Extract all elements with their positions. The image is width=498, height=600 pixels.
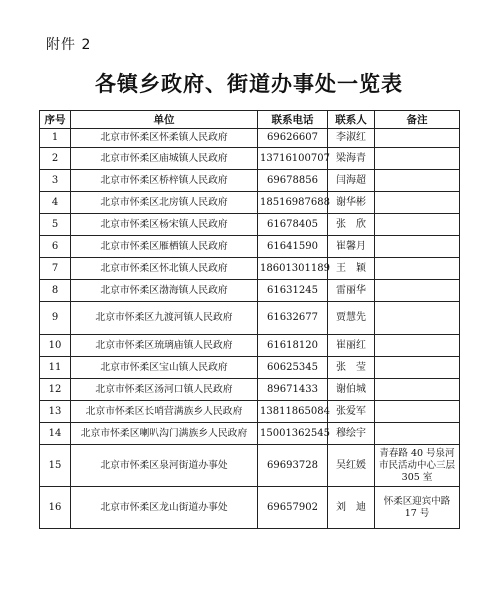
cell-phone: 61641590 — [258, 236, 328, 258]
cell-note: 青春路 40 号泉河市民活动中心三层 305 室 — [375, 445, 460, 487]
cell-unit: 北京市怀柔区汤河口镇人民政府 — [71, 379, 258, 401]
attachment-label: 附件 2 — [46, 37, 92, 53]
col-header-note: 备注 — [375, 111, 460, 129]
cell-contact: 贾慧先 — [328, 302, 375, 335]
cell-no: 10 — [40, 335, 71, 357]
table-header-row — [40, 111, 460, 129]
cell-unit: 北京市怀柔区杨宋镇人民政府 — [71, 214, 258, 236]
office-table — [39, 110, 460, 529]
cell-phone: 60625345 — [258, 357, 328, 379]
table-row — [40, 129, 460, 148]
cell-unit: 北京市怀柔区怀北镇人民政府 — [71, 258, 258, 280]
cell-phone: 61631245 — [258, 280, 328, 302]
table-row — [40, 280, 460, 302]
cell-no: 9 — [40, 302, 71, 335]
cell-note: 怀柔区迎宾中路 17 号 — [375, 487, 460, 529]
cell-contact: 李淑红 — [328, 129, 375, 148]
cell-unit: 北京市怀柔区桥梓镇人民政府 — [71, 170, 258, 192]
cell-phone: 89671433 — [258, 379, 328, 401]
cell-unit: 北京市怀柔区泉河街道办事处 — [71, 445, 258, 487]
table-row — [40, 192, 460, 214]
cell-no: 3 — [40, 170, 71, 192]
table-row — [40, 445, 460, 487]
cell-note — [375, 236, 460, 258]
cell-note — [375, 214, 460, 236]
col-header-unit: 单位 — [71, 111, 258, 129]
table-row — [40, 236, 460, 258]
cell-phone: 13811865084 — [258, 401, 328, 423]
table-row — [40, 423, 460, 445]
cell-contact: 崔馨月 — [328, 236, 375, 258]
cell-contact: 梁海青 — [328, 148, 375, 170]
cell-phone: 69626607 — [258, 129, 328, 148]
cell-contact: 崔丽红 — [328, 335, 375, 357]
table-row — [40, 214, 460, 236]
cell-unit: 北京市怀柔区雁栖镇人民政府 — [71, 236, 258, 258]
table-row — [40, 357, 460, 379]
cell-no: 7 — [40, 258, 71, 280]
col-header-contact: 联系人 — [328, 111, 375, 129]
table-row — [40, 335, 460, 357]
cell-contact: 谢伯城 — [328, 379, 375, 401]
cell-contact: 闫海超 — [328, 170, 375, 192]
cell-phone: 61618120 — [258, 335, 328, 357]
cell-unit: 北京市怀柔区喇叭沟门满族乡人民政府 — [71, 423, 258, 445]
cell-unit: 北京市怀柔区长哨营满族乡人民政府 — [71, 401, 258, 423]
cell-contact: 谢华彬 — [328, 192, 375, 214]
cell-contact: 张 欣 — [328, 214, 375, 236]
cell-contact: 张爱军 — [328, 401, 375, 423]
cell-phone: 69678856 — [258, 170, 328, 192]
col-header-no: 序号 — [40, 111, 71, 129]
cell-unit: 北京市怀柔区北房镇人民政府 — [71, 192, 258, 214]
table-row — [40, 170, 460, 192]
table-row — [40, 148, 460, 170]
cell-unit: 北京市怀柔区龙山街道办事处 — [71, 487, 258, 529]
cell-note — [375, 423, 460, 445]
cell-unit: 北京市怀柔区渤海镇人民政府 — [71, 280, 258, 302]
table-row — [40, 302, 460, 335]
cell-phone: 15001362545 — [258, 423, 328, 445]
cell-no: 13 — [40, 401, 71, 423]
cell-phone: 69657902 — [258, 487, 328, 529]
cell-phone: 61632677 — [258, 302, 328, 335]
cell-unit: 北京市怀柔区怀柔镇人民政府 — [71, 129, 258, 148]
cell-no: 16 — [40, 487, 71, 529]
cell-phone: 61678405 — [258, 214, 328, 236]
cell-no: 5 — [40, 214, 71, 236]
cell-note — [375, 401, 460, 423]
cell-phone: 13716100707 — [258, 148, 328, 170]
cell-note — [375, 258, 460, 280]
cell-contact: 王 颖 — [328, 258, 375, 280]
cell-phone: 69693728 — [258, 445, 328, 487]
cell-no: 15 — [40, 445, 71, 487]
cell-note — [375, 302, 460, 335]
cell-no: 2 — [40, 148, 71, 170]
cell-phone: 18601301189 — [258, 258, 328, 280]
page-title: 各镇乡政府、街道办事处一览表 — [95, 71, 403, 96]
cell-no: 1 — [40, 129, 71, 148]
cell-contact: 雷丽华 — [328, 280, 375, 302]
cell-unit: 北京市怀柔区琉璃庙镇人民政府 — [71, 335, 258, 357]
cell-unit: 北京市怀柔区宝山镇人民政府 — [71, 357, 258, 379]
cell-no: 11 — [40, 357, 71, 379]
cell-contact: 张 莹 — [328, 357, 375, 379]
cell-note — [375, 357, 460, 379]
cell-note — [375, 148, 460, 170]
cell-contact: 刘 迪 — [328, 487, 375, 529]
table-row — [40, 401, 460, 423]
cell-note — [375, 170, 460, 192]
table-row — [40, 379, 460, 401]
cell-unit: 北京市怀柔区九渡河镇人民政府 — [71, 302, 258, 335]
table-row — [40, 258, 460, 280]
cell-no: 8 — [40, 280, 71, 302]
cell-contact: 吴红媛 — [328, 445, 375, 487]
cell-note — [375, 192, 460, 214]
cell-phone: 18516987688 — [258, 192, 328, 214]
cell-unit: 北京市怀柔区庙城镇人民政府 — [71, 148, 258, 170]
cell-note — [375, 129, 460, 148]
cell-no: 4 — [40, 192, 71, 214]
table-row — [40, 487, 460, 529]
cell-no: 12 — [40, 379, 71, 401]
cell-no: 14 — [40, 423, 71, 445]
cell-note — [375, 335, 460, 357]
cell-note — [375, 379, 460, 401]
cell-no: 6 — [40, 236, 71, 258]
col-header-phone: 联系电话 — [258, 111, 328, 129]
cell-note — [375, 280, 460, 302]
cell-contact: 穆绘宇 — [328, 423, 375, 445]
